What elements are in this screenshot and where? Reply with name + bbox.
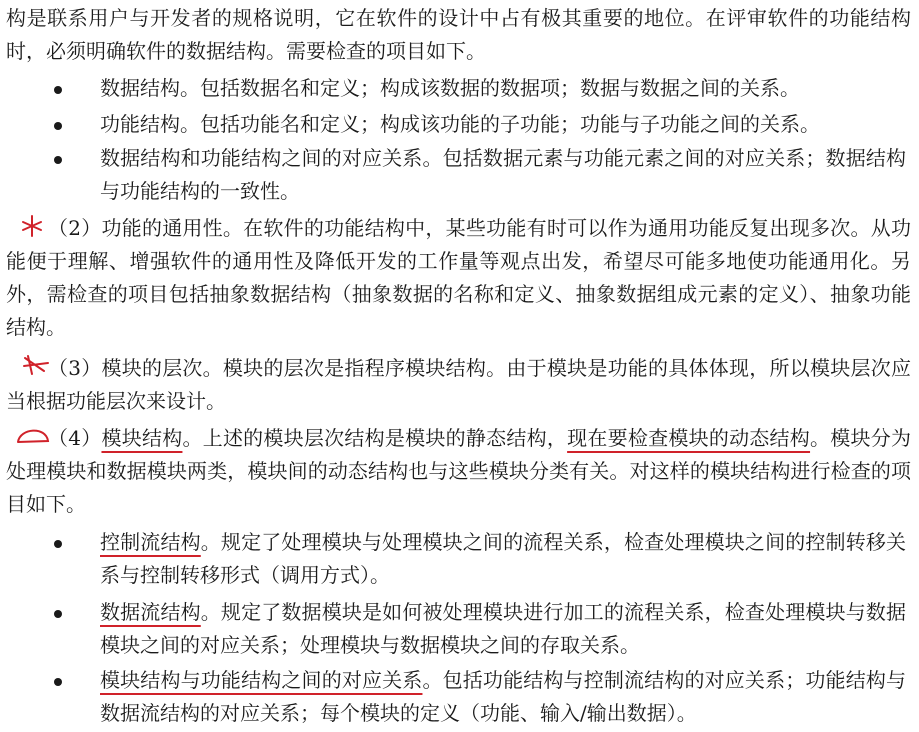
list-item-text: [100, 664, 906, 730]
list-item-term: 模块结构与功能结构之间的对应关系: [100, 668, 423, 692]
section-2-paragraph: （2）功能的通用性。在软件的功能结构中，某些功能有时可以作为通用功能反复出现多次。从功能便于理解、增强软件的通用性及降低开发的工作量等观点出发，希望尽可能多地使功能通用化。另外，需检查的项目包括抽象数据结构（抽象数据的名称和定义、抽象数据组成元素的定义）、抽象功能结构。: [6, 216, 911, 339]
bullet-icon: [54, 156, 62, 164]
section-4-middle: 。上述的模块层次结构是模块的静态结构，: [182, 426, 568, 450]
list-item-text: 数据结构。包括数据名和定义；构成该数据的数据项；数据与数据之间的关系。: [100, 76, 800, 100]
section-3-paragraph: （3）模块的层次。模块的层次是指程序模块结构。由于模块是功能的具体体现，所以模块层次应当根据功能层次来设计。: [6, 356, 911, 413]
bullet-icon: [54, 610, 62, 618]
list-item-text: [100, 596, 906, 662]
list-item-description: 。包括功能结构与控制流结构的对应关系；功能结构与数据流结构的对应关系；每个模块的定义（功能、输入/输出数据）。: [100, 668, 907, 725]
bullet-icon: [54, 122, 62, 130]
section-4-title: 模块结构: [101, 426, 183, 450]
list-item-term: 控制流结构: [100, 530, 201, 554]
list-item-description: 。规定了数据模块是如何被处理模块进行加工的流程关系，检查处理模块与数据模块之间的对应关系；处理模块与数据模块之间的存取关系。: [100, 600, 907, 657]
section-4-prefix: （4）: [48, 426, 102, 450]
bullet-icon: [54, 86, 62, 94]
section-4-paragraph: [6, 422, 911, 521]
list-item-text: 功能结构。包括功能名和定义；构成该功能的子功能；功能与子功能之间的关系。: [100, 112, 820, 136]
section-4-highlight: 现在要检查模块的动态结构: [567, 426, 811, 450]
list-item-term: 数据流结构: [100, 600, 201, 624]
bullet-icon: [54, 678, 62, 686]
bullet-icon: [54, 540, 62, 548]
list-item-text: 数据结构和功能结构之间的对应关系。包括数据元素与功能元素之间的对应关系；数据结构与功能结构的一致性。: [100, 146, 906, 203]
intro-paragraph: 构是联系用户与开发者的规格说明，它在软件的设计中占有极其重要的地位。在评审软件的功能结构时，必须明确软件的数据结构。需要检查的项目如下。: [6, 6, 911, 63]
list-item-description: 。规定了处理模块与处理模块之间的流程关系，检查处理模块之间的控制转移关系与控制转移形式（调用方式）。: [100, 530, 907, 587]
section-4-rest: 。模块分为处理模块和数据模块两类，模块间的动态结构也与这些模块分类有关。对这样的模块结构进行检查的项目如下。: [6, 426, 912, 516]
list-item-text: [100, 526, 906, 592]
